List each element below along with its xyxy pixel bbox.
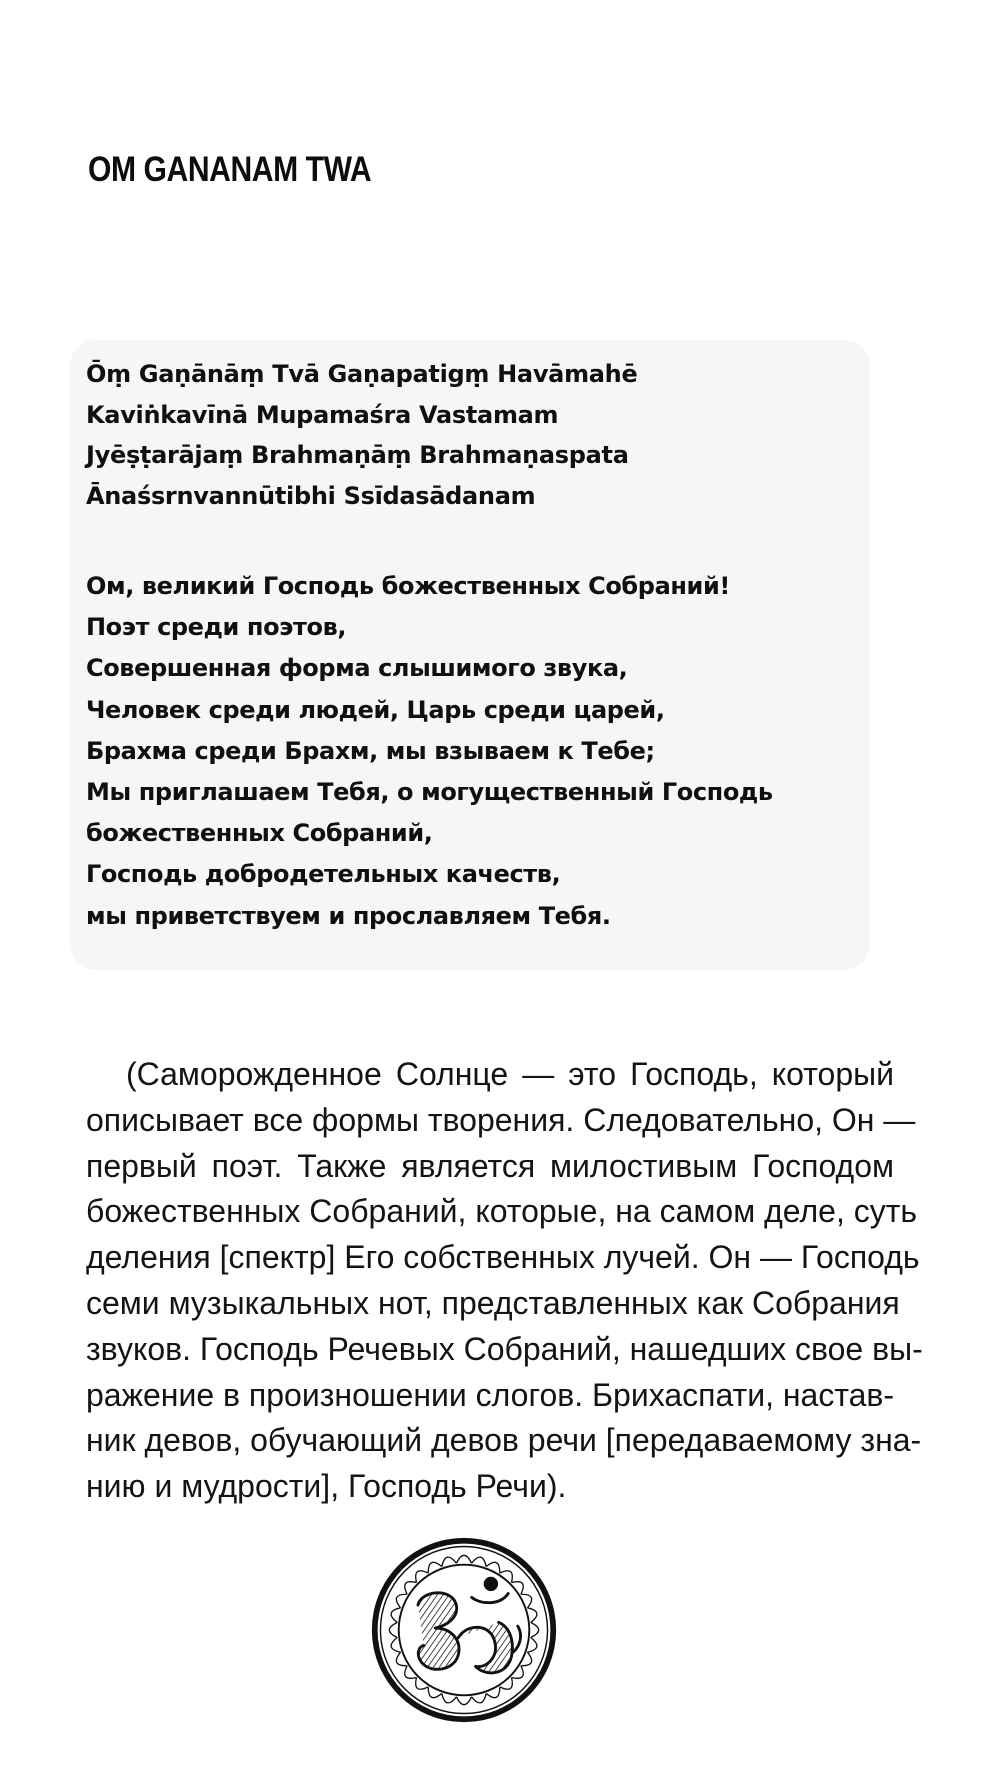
- mantra-line: Jyēṣṭarājaṃ Brahmaṇāṃ Brahmaṇaspata: [86, 441, 629, 469]
- mantra-line: Ānaśsrnvannūtibhi Ssīdasādanam: [86, 481, 536, 510]
- commentary-line: семи музыкальных нот, представленных как Собрания: [86, 1284, 900, 1321]
- mantra-line: Ōṃ Gaṇānāṃ Tvā Gaṇapatigṃ Havāmahē: [86, 360, 638, 388]
- commentary-line: первый поэт. Также является милостивым Господом: [86, 1147, 894, 1184]
- translation-line: Брахма среди Брахм, мы взываем к Тебе;: [86, 736, 655, 765]
- page-title: OM GANANAM TWA: [88, 150, 372, 189]
- mantra-line: Kaviṅkavīnā Mupamaśra Vastamam: [86, 400, 559, 429]
- commentary-line: нию и мудрости], Господь Речи).: [86, 1468, 567, 1505]
- commentary-line: божественных Собраний, которые, на самом деле, суть: [86, 1193, 918, 1230]
- translation-line: Поэт среди поэтов,: [86, 613, 347, 642]
- om-symbol-icon: [368, 1534, 560, 1726]
- commentary-line: ражение в произношении слогов. Брихаспати, настав-: [86, 1376, 895, 1413]
- commentary-line: деления [спектр] Его собственных лучей. Он — Господь: [86, 1239, 920, 1276]
- commentary-line: описывает все формы творения. Следовательно, Он —: [86, 1101, 916, 1138]
- translation-line: Господь добродетельных качеств,: [86, 860, 561, 889]
- translation-line: божественных Собраний,: [86, 819, 433, 848]
- translation-line: Человек среди людей, Царь среди царей,: [86, 695, 665, 724]
- mantra-block: [86, 354, 866, 516]
- translation-line: Ом, великий Господь божественных Собраний!: [86, 572, 730, 600]
- commentary-paragraph: [86, 1052, 923, 1510]
- translation-line: Мы приглашаем Тебя, о могущественный Господь: [86, 778, 773, 807]
- commentary-line: (Саморожденное Солнце — это Господь, который: [126, 1056, 894, 1092]
- commentary-line: ник девов, обучающий девов речи [передаваемому зна-: [86, 1422, 922, 1459]
- translation-line: мы приветствуем и прославляем Тебя.: [86, 901, 611, 930]
- translation-line: Совершенная форма слышимого звука,: [86, 654, 628, 683]
- translation-block: [86, 566, 876, 937]
- commentary-line: звуков. Господь Речевых Собраний, нашедших свое вы-: [86, 1330, 923, 1367]
